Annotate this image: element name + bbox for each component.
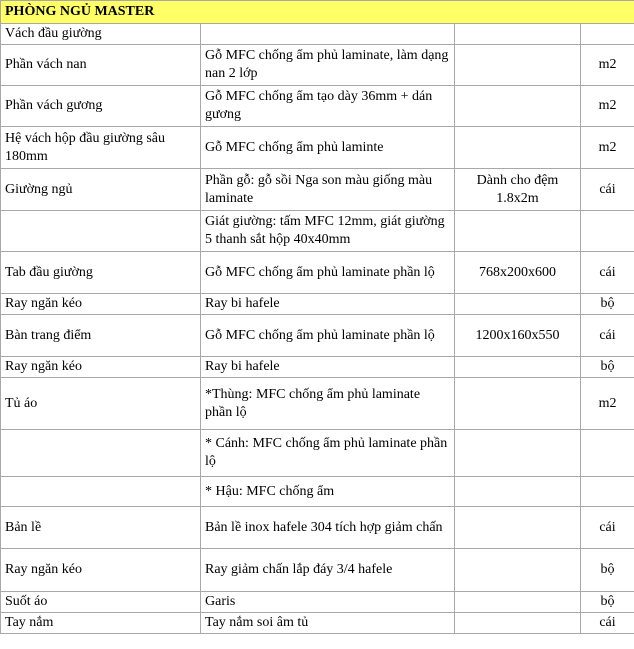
item-desc-cell[interactable]: Garis bbox=[201, 592, 455, 613]
item-name-cell[interactable]: Giường ngủ bbox=[1, 169, 201, 211]
table-row bbox=[1, 169, 634, 211]
item-size-cell[interactable]: 768x200x600 bbox=[455, 252, 581, 294]
item-size-cell[interactable]: 1200x160x550 bbox=[455, 315, 581, 357]
table-row bbox=[1, 378, 634, 430]
item-unit-cell[interactable]: m2 bbox=[581, 45, 634, 86]
item-desc-cell[interactable]: * Hậu: MFC chống ẩm bbox=[201, 477, 455, 507]
item-name-cell[interactable]: Suốt áo bbox=[1, 592, 201, 613]
item-size-cell[interactable] bbox=[455, 24, 581, 45]
item-size-cell[interactable] bbox=[455, 211, 581, 252]
item-name-cell[interactable]: Ray ngăn kéo bbox=[1, 294, 201, 315]
item-desc-cell[interactable]: Giát giường: tấm MFC 12mm, giát giường 5 thanh sắt hộp 40x40mm bbox=[201, 211, 455, 252]
item-name-cell[interactable]: Phần vách gương bbox=[1, 86, 201, 127]
section-title[interactable]: PHÒNG NGỦ MASTER bbox=[1, 1, 634, 24]
item-desc-cell[interactable]: Bản lề inox hafele 304 tích hợp giảm chấn bbox=[201, 507, 455, 549]
item-name-cell[interactable]: Bàn trang điểm bbox=[1, 315, 201, 357]
item-desc-cell[interactable]: Ray bi hafele bbox=[201, 294, 455, 315]
item-desc-cell[interactable]: Ray bi hafele bbox=[201, 357, 455, 378]
table-row bbox=[1, 127, 634, 169]
item-name-cell[interactable]: Phần vách nan bbox=[1, 45, 201, 86]
item-size-cell[interactable] bbox=[455, 613, 581, 634]
item-name-cell[interactable]: Ray ngăn kéo bbox=[1, 357, 201, 378]
item-name-cell[interactable]: Ray ngăn kéo bbox=[1, 549, 201, 592]
table-row bbox=[1, 507, 634, 549]
item-unit-cell[interactable]: m2 bbox=[581, 86, 634, 127]
item-size-cell[interactable] bbox=[455, 507, 581, 549]
item-desc-cell[interactable]: *Thùng: MFC chống ẩm phủ laminate phần lộ bbox=[201, 378, 455, 430]
item-unit-cell[interactable] bbox=[581, 430, 634, 477]
item-unit-cell[interactable]: cái bbox=[581, 252, 634, 294]
item-name-cell[interactable]: Bản lề bbox=[1, 507, 201, 549]
item-size-cell[interactable] bbox=[455, 45, 581, 86]
item-unit-cell[interactable] bbox=[581, 24, 634, 45]
item-size-cell[interactable] bbox=[455, 430, 581, 477]
item-desc-cell[interactable]: Gỗ MFC chống ẩm phủ laminate phần lộ bbox=[201, 252, 455, 294]
section-title-row bbox=[1, 1, 634, 24]
item-size-cell[interactable] bbox=[455, 294, 581, 315]
item-name-cell[interactable] bbox=[1, 477, 201, 507]
item-name-cell[interactable]: Tay nắm bbox=[1, 613, 201, 634]
item-desc-cell[interactable]: * Cánh: MFC chống ẩm phủ laminate phần lộ bbox=[201, 430, 455, 477]
item-unit-cell[interactable]: bộ bbox=[581, 357, 634, 378]
table-row bbox=[1, 613, 634, 634]
item-desc-cell[interactable]: Gỗ MFC chống ẩm tạo dày 36mm + dán gương bbox=[201, 86, 455, 127]
item-name-cell[interactable]: Tủ áo bbox=[1, 378, 201, 430]
table-row bbox=[1, 315, 634, 357]
item-size-cell[interactable] bbox=[455, 127, 581, 169]
item-desc-cell[interactable]: Gỗ MFC chống ẩm phủ laminate phần lộ bbox=[201, 315, 455, 357]
table-row bbox=[1, 357, 634, 378]
table-row bbox=[1, 86, 634, 127]
item-size-cell[interactable] bbox=[455, 378, 581, 430]
item-name-cell[interactable] bbox=[1, 430, 201, 477]
item-desc-cell[interactable]: Gỗ MFC chống ẩm phủ laminte bbox=[201, 127, 455, 169]
item-unit-cell[interactable] bbox=[581, 211, 634, 252]
item-desc-cell[interactable]: Tay nắm soi âm tủ bbox=[201, 613, 455, 634]
item-desc-cell[interactable] bbox=[201, 24, 455, 45]
table-row bbox=[1, 252, 634, 294]
table-row bbox=[1, 24, 634, 45]
item-size-cell[interactable] bbox=[455, 86, 581, 127]
item-name-cell[interactable]: Tab đầu giường bbox=[1, 252, 201, 294]
item-unit-cell[interactable]: cái bbox=[581, 613, 634, 634]
item-name-cell[interactable]: Hệ vách hộp đầu giường sâu 180mm bbox=[1, 127, 201, 169]
item-size-cell[interactable] bbox=[455, 477, 581, 507]
table-row bbox=[1, 294, 634, 315]
table-row bbox=[1, 477, 634, 507]
item-unit-cell[interactable]: m2 bbox=[581, 127, 634, 169]
table-row bbox=[1, 592, 634, 613]
item-unit-cell[interactable] bbox=[581, 477, 634, 507]
table-row bbox=[1, 549, 634, 592]
item-name-cell[interactable] bbox=[1, 211, 201, 252]
item-size-cell[interactable] bbox=[455, 592, 581, 613]
item-size-cell[interactable] bbox=[455, 357, 581, 378]
item-desc-cell[interactable]: Gỗ MFC chống ẩm phủ laminate, làm dạng nan 2 lớp bbox=[201, 45, 455, 86]
item-unit-cell[interactable]: cái bbox=[581, 507, 634, 549]
table-row bbox=[1, 430, 634, 477]
item-unit-cell[interactable]: bộ bbox=[581, 294, 634, 315]
table-row bbox=[1, 211, 634, 252]
table-row bbox=[1, 45, 634, 86]
item-unit-cell[interactable]: cái bbox=[581, 315, 634, 357]
item-unit-cell[interactable]: bộ bbox=[581, 592, 634, 613]
item-desc-cell[interactable]: Ray giảm chấn lắp đáy 3/4 hafele bbox=[201, 549, 455, 592]
item-unit-cell[interactable]: m2 bbox=[581, 378, 634, 430]
item-unit-cell[interactable]: cái bbox=[581, 169, 634, 211]
item-desc-cell[interactable]: Phần gỗ: gỗ sồi Nga son màu giống màu laminate bbox=[201, 169, 455, 211]
item-size-cell[interactable] bbox=[455, 549, 581, 592]
item-unit-cell[interactable]: bộ bbox=[581, 549, 634, 592]
item-name-cell[interactable]: Vách đầu giường bbox=[1, 24, 201, 45]
item-size-cell[interactable]: Dành cho đệm 1.8x2m bbox=[455, 169, 581, 211]
